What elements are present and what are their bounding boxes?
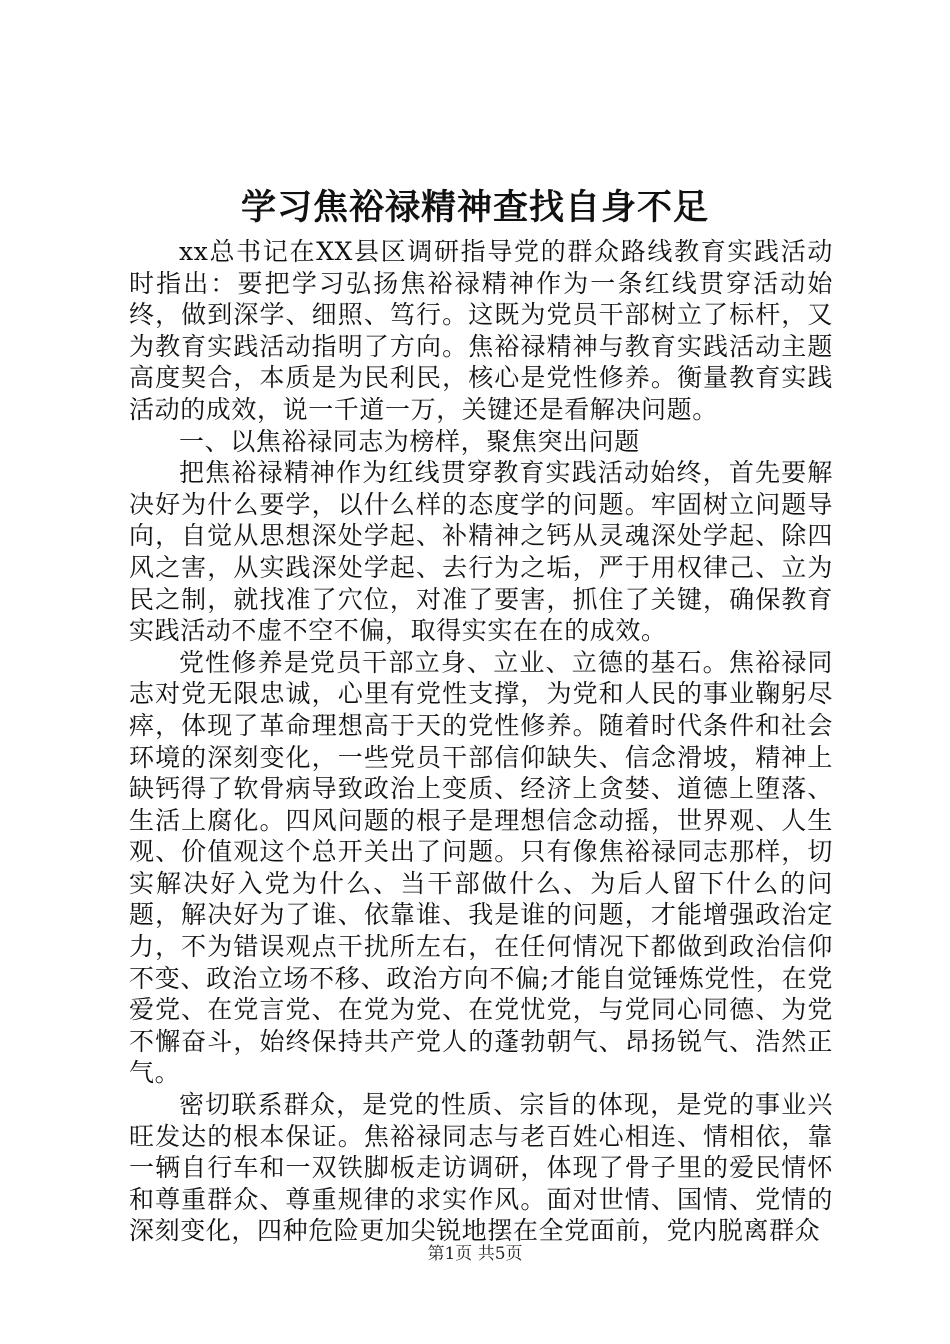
paragraph-intro: xx总书记在XX县区调研指导党的群众路线教育实践活动时指出：要把学习弘扬焦裕禄精神作为一条红线贯穿活动始终，做到深学、细照、笃行。这既为党员干部树立了标杆，又为教育实践活动指明了方向。焦裕禄精神与教育实践活动主题高度契合，本质是为民利民，核心是党性修养。衡量教育实践活动的成效，说一千道一万，关键还是看解决问题。 xyxy=(129,237,833,424)
paragraph-problem-orientation: 把焦裕禄精神作为红线贯穿教育实践活动始终，首先要解决好为什么要学，以什么样的态度学的问题。牢固树立问题导向，自觉从思想深处学起、补精神之钙从灵魂深处学起、除四风之害，从实践深处学起、去行为之垢，严于用权律己、立为民之制，就找准了穴位，对准了要害，抓住了关键，确保教育实践活动不虚不空不偏，取得实实在在的成效。 xyxy=(129,458,833,646)
section-heading-1: 一、以焦裕禄同志为榜样，聚焦突出问题 xyxy=(179,426,640,456)
paragraph-party-spirit: 党性修养是党员干部立身、立业、立德的基石。焦裕禄同志对党无限忠诚，心里有党性支撑，为党和人民的事业鞠躬尽瘁，体现了革命理想高于天的党性修养。随着时代条件和社会环境的深刻变化，一些党员干部信仰缺失、信念滑坡，精神上缺钙得了软骨病导致政治上变质、经济上贪婪、道德上堕落、生活上腐化。四风问题的根子是理想信念动摇，世界观、人生观、价值观这个总开关出了问题。只有像焦裕禄同志那样，切实解决好入党为什么、当干部做什么、为后人留下什么的问题，解决好为了谁、依靠谁、我是谁的问题，才能增强政治定力，不为错误观点干扰所左右，在任何情况下都做到政治信仰不变、政治立场不移、政治方向不偏;才能自觉锤炼党性，在党爱党、在党言党、在党为党、在党忧党，与党同心同德、为党不懈奋斗，始终保持共产党人的蓬勃朝气、昂扬锐气、浩然正气。 xyxy=(129,647,833,1088)
page-footer: 第1页 共5页 xyxy=(427,1244,523,1264)
document-title: 学习焦裕禄精神查找自身不足 xyxy=(240,187,709,228)
paragraph-mass-connection: 密切联系群众，是党的性质、宗旨的体现，是党的事业兴旺发达的根本保证。焦裕禄同志与老百姓心相连、情相依，靠一辆自行车和一双铁脚板走访调研，体现了骨子里的爱民情怀和尊重群众、尊重规律的求实作风。面对世情、国情、党情的深刻变化，四种危险更加尖锐地摆在全党面前，党内脱离群众 xyxy=(129,1090,833,1246)
document-body xyxy=(129,236,833,1247)
